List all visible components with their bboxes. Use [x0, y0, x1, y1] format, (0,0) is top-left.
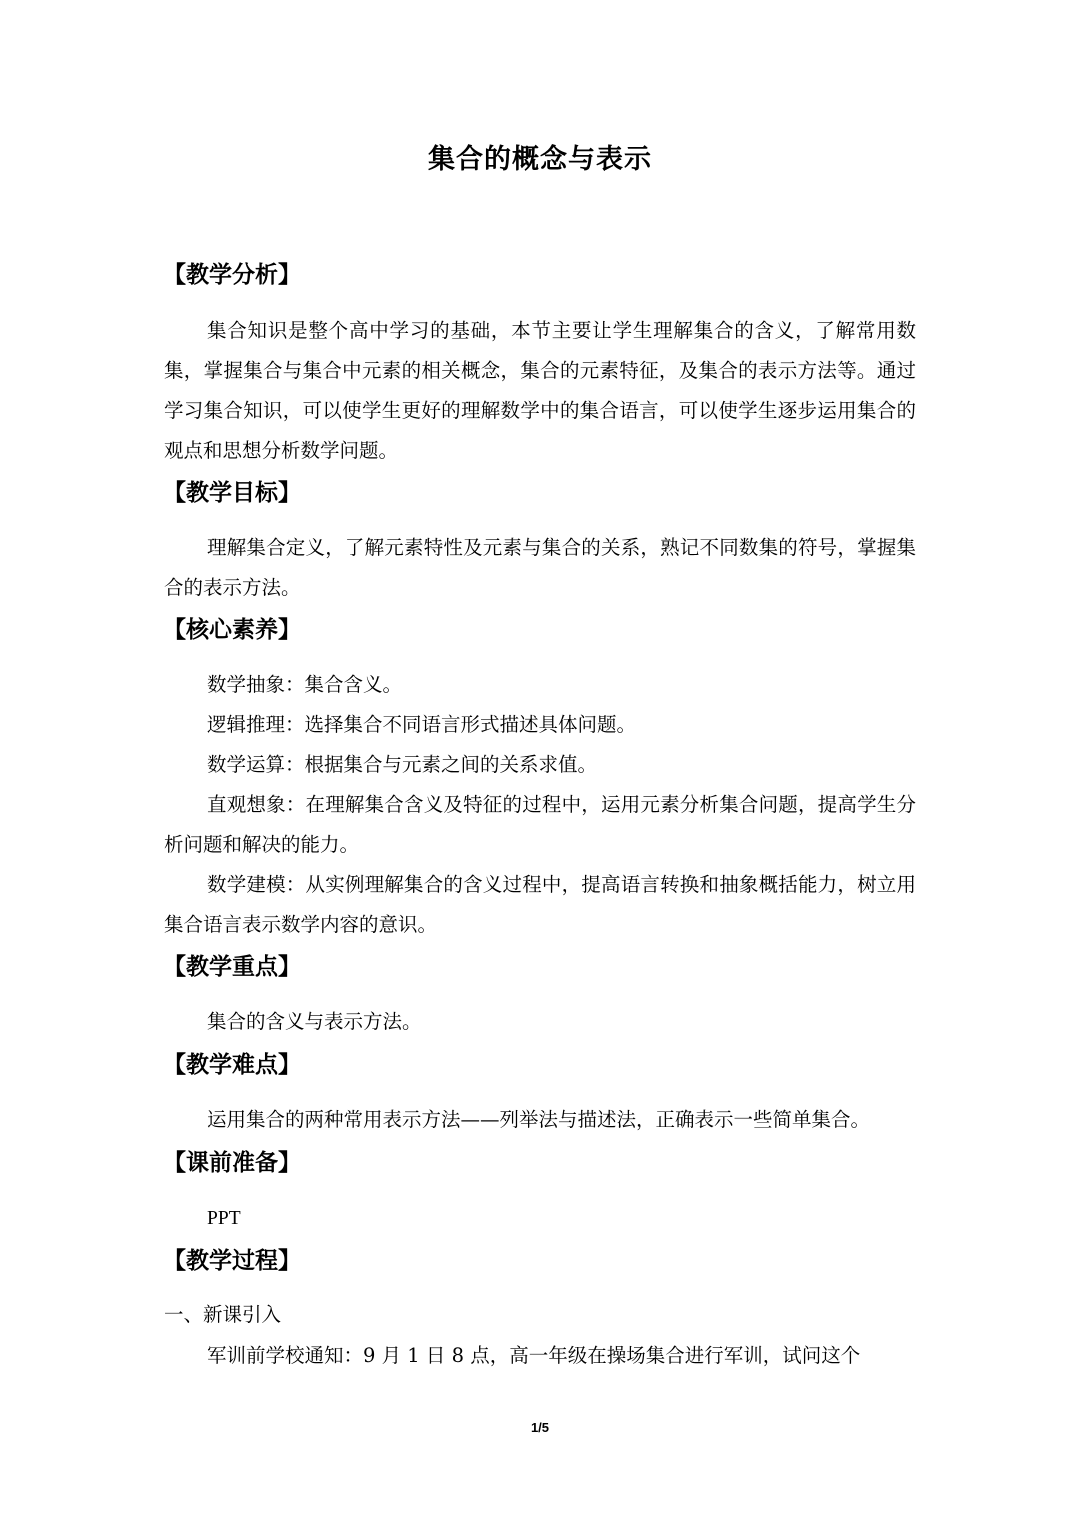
literacy-item-reasoning: 逻辑推理：选择集合不同语言形式描述具体问题。 — [207, 713, 637, 736]
literacy-item-operation: 数学运算：根据集合与元素之间的关系求值。 — [207, 753, 598, 776]
paragraph-difficulties: 运用集合的两种常用表示方法——列举法与描述法，正确表示一些简单集合。 — [207, 1108, 871, 1131]
subheading-new-lesson-intro: 一、新课引入 — [164, 1303, 282, 1326]
literacy-item-abstraction: 数学抽象：集合含义。 — [207, 673, 403, 696]
paragraph-preparation: PPT — [207, 1208, 241, 1229]
heading-core-literacy: 【核心素养】 — [163, 616, 301, 643]
paragraph-teaching-goals: 理解集合定义，了解元素特性及元素与集合的关系，熟记不同数集的符号，掌握集合的表示方法。 — [164, 536, 916, 599]
paragraph-teaching-analysis: 集合知识是整个高中学习的基础，本节主要让学生理解集合的含义，了解常用数集，掌握集合与集合中元素的相关概念，集合的元素特征，及集合的表示方法等。通过学习集合知识，可以使学生更好的理解数学中的集合语言，可以使学生逐步运用集合的观点和思想分析数学问题。 — [164, 319, 916, 462]
heading-preparation: 【课前准备】 — [163, 1149, 301, 1176]
document-title: 集合的概念与表示 — [428, 144, 652, 175]
literacy-item-modeling: 数学建模：从实例理解集合的含义过程中，提高语言转换和抽象概括能力，树立用集合语言表示数学内容的意识。 — [164, 873, 916, 936]
heading-teaching-process: 【教学过程】 — [163, 1247, 301, 1274]
heading-teaching-goals: 【教学目标】 — [163, 479, 301, 506]
heading-teaching-analysis: 【教学分析】 — [163, 261, 301, 288]
paragraph-new-lesson-intro: 军训前学校通知：9 月 1 日 8 点，高一年级在操场集合进行军训，试问这个 — [207, 1344, 861, 1367]
heading-difficulties: 【教学难点】 — [163, 1051, 301, 1078]
page-number: 1/5 — [530, 1420, 550, 1435]
heading-key-points: 【教学重点】 — [163, 953, 301, 980]
literacy-item-intuition: 直观想象：在理解集合含义及特征的过程中，运用元素分析集合问题，提高学生分析问题和解决的能力。 — [164, 793, 916, 856]
paragraph-key-points: 集合的含义与表示方法。 — [207, 1010, 422, 1033]
